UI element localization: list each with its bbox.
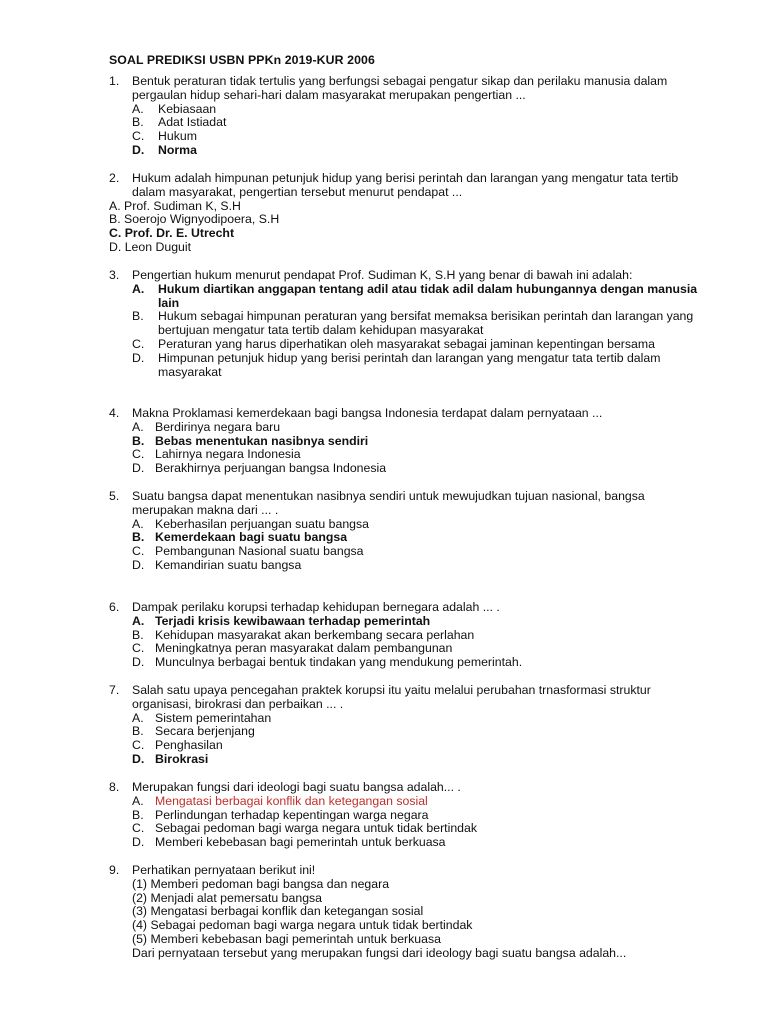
question-closing: Dari pernyataan tersebut yang merupakan fungsi dari ideology bagi suatu bangsa adalah... bbox=[132, 945, 627, 960]
question-number: 4. bbox=[109, 406, 120, 420]
option-d: D. Himpunan petunjuk hidup yang berisi perintah dan larangan yang mengatur tata tertib dalam masyarakat bbox=[132, 350, 661, 379]
question-stem bbox=[109, 269, 709, 283]
option-c-answer: C. Prof. Dr. E. Utrecht bbox=[109, 226, 235, 241]
option-a-answer: A. Hukum diartikan anggapan tentang adil atau tidak adil dalam hubungannya dengan manusia lain bbox=[132, 281, 698, 310]
option-b: B. Soerojo Wignyodipoera, S.H bbox=[109, 212, 280, 227]
option-b: B. Secara berjenjang bbox=[132, 724, 255, 739]
question-text: Dampak perilaku korupsi terhadap kehidupan bernegara adalah ... . bbox=[132, 600, 500, 614]
question-1 bbox=[109, 75, 709, 158]
option-a: A. Keberhasilan perjuangan suatu bangsa bbox=[132, 516, 369, 531]
question-7 bbox=[109, 684, 709, 767]
option-a-answer: A. Terjadi krisis kewibawaan terhadap pemerintah bbox=[132, 613, 431, 628]
question-stem bbox=[109, 684, 709, 712]
option-c: C. Pembangunan Nasional suatu bangsa bbox=[132, 544, 364, 559]
option-d: D. Berakhirnya perjuangan bangsa Indonesia bbox=[132, 461, 387, 476]
statement-4: (4) Sebagai pedoman bagi warga negara untuk tidak bertindak bbox=[132, 918, 473, 933]
statement-1: (1) Memberi pedoman bagi bangsa dan negara bbox=[132, 876, 390, 891]
question-number: 8. bbox=[109, 780, 120, 794]
option-c: C. Peraturan yang harus diperhatikan oleh masyarakat sebagai jaminan kepentingan bersama bbox=[132, 336, 655, 351]
option-b: B. Hukum sebagai himpunan peraturan yang bersifat memaksa berisikan perintah dan larangan yang bertujuan mengatur tata tertib dalam kehidupan masyarakat bbox=[132, 309, 694, 338]
option-b-answer: B. Kemerdekaan bagi suatu bangsa bbox=[132, 530, 348, 545]
question-9 bbox=[109, 864, 709, 961]
document-title: SOAL PREDIKSI USBN PPKn 2019-KUR 2006 bbox=[109, 53, 375, 67]
question-text: Bentuk peraturan tidak tertulis yang berfungsi sebagai pengatur sikap dan perilaku manusia dalam pergaulan hidup sehari-hari dalam masyarakat merupakan pengertian ... bbox=[132, 74, 668, 102]
statement-3: (3) Mengatasi berbagai konflik dan ketegangan sosial bbox=[132, 904, 424, 919]
option-a: A. Sistem pemerintahan bbox=[132, 710, 272, 725]
statement-5: (5) Memberi kebebasan bagi pemerintah untuk berkuasa bbox=[132, 931, 441, 946]
option-a: A. Mengatasi berbagai konflik dan ketegangan sosial bbox=[132, 793, 428, 808]
question-number: 5. bbox=[109, 489, 120, 503]
question-number: 9. bbox=[109, 863, 120, 877]
question-text: Perhatikan pernyataan berikut ini! bbox=[132, 863, 316, 877]
option-b: B. Kehidupan masyarakat akan berkembang secara perlahan bbox=[132, 627, 475, 642]
option-c: C. Sebagai pedoman bagi warga negara untuk tidak bertindak bbox=[132, 821, 477, 836]
question-number: 2. bbox=[109, 171, 120, 185]
statement-2: (2) Menjadi alat pemersatu bangsa bbox=[132, 890, 323, 905]
question-stem bbox=[109, 490, 709, 518]
question-text: Makna Proklamasi kemerdekaan bagi bangsa Indonesia terdapat dalam pernyataan ... bbox=[132, 406, 603, 420]
option-c: C. Meningkatnya peran masyarakat dalam pembangunan bbox=[132, 641, 453, 656]
question-stem bbox=[109, 781, 709, 795]
option-c: C. Hukum bbox=[132, 129, 197, 144]
question-2 bbox=[109, 172, 709, 255]
question-stem bbox=[109, 601, 709, 615]
question-text: Pengertian hukum menurut pendapat Prof. Sudiman K, S.H yang benar di bawah ini adalah: bbox=[132, 268, 633, 282]
highlighted-option-text: Mengatasi berbagai konflik dan ketegangan sosial bbox=[155, 793, 428, 808]
option-b: B. Adat Istiadat bbox=[132, 115, 227, 130]
question-number: 1. bbox=[109, 74, 120, 88]
option-a: A. Prof. Sudiman K, S.H bbox=[109, 198, 241, 213]
question-5 bbox=[109, 490, 709, 573]
question-stem bbox=[109, 407, 709, 421]
question-number: 7. bbox=[109, 683, 120, 697]
question-6 bbox=[109, 601, 709, 670]
question-text: Suatu bangsa dapat menentukan nasibnya sendiri untuk mewujudkan tujuan nasional, bangsa merupakan makna dari ... . bbox=[132, 489, 645, 517]
question-8 bbox=[109, 781, 709, 850]
question-text: Salah satu upaya pencegahan praktek korupsi itu yaitu melalui perubahan trnasformasi struktur organisasi, birokrasi dan perbaikan ... . bbox=[132, 683, 651, 711]
option-d-answer: D. Norma bbox=[132, 142, 197, 157]
question-stem bbox=[109, 864, 709, 878]
option-b: B. Perlindungan terhadap kepentingan warga negara bbox=[132, 807, 429, 822]
question-number: 6. bbox=[109, 600, 120, 614]
option-a: A. Kebiasaan bbox=[132, 101, 217, 116]
option-d: D. Munculnya berbagai bentuk tindakan yang mendukung pemerintah. bbox=[132, 655, 523, 670]
option-d: D. Leon Duguit bbox=[109, 239, 192, 254]
option-a: A. Berdirinya negara baru bbox=[132, 419, 281, 434]
option-c: C. Lahirnya negara Indonesia bbox=[132, 447, 301, 462]
question-number: 3. bbox=[109, 268, 120, 282]
question-stem bbox=[109, 75, 709, 103]
question-3 bbox=[109, 269, 709, 379]
question-text: Merupakan fungsi dari ideologi bagi suatu bangsa adalah... . bbox=[132, 780, 461, 794]
question-stem bbox=[109, 172, 709, 200]
option-d: D. Memberi kebebasan bagi pemerintah untuk berkuasa bbox=[132, 835, 446, 850]
question-4 bbox=[109, 407, 709, 476]
option-c: C. Penghasilan bbox=[132, 738, 223, 753]
option-d: D. Kemandirian suatu bangsa bbox=[132, 557, 302, 572]
option-d-answer: D. Birokrasi bbox=[132, 751, 209, 766]
option-b-answer: B. Bebas menentukan nasibnya sendiri bbox=[132, 433, 369, 448]
question-text: Hukum adalah himpunan petunjuk hidup yang berisi perintah dan larangan yang mengatur tata tertib dalam masyarakat, pengertian tersebut menurut pendapat ... bbox=[132, 171, 679, 199]
